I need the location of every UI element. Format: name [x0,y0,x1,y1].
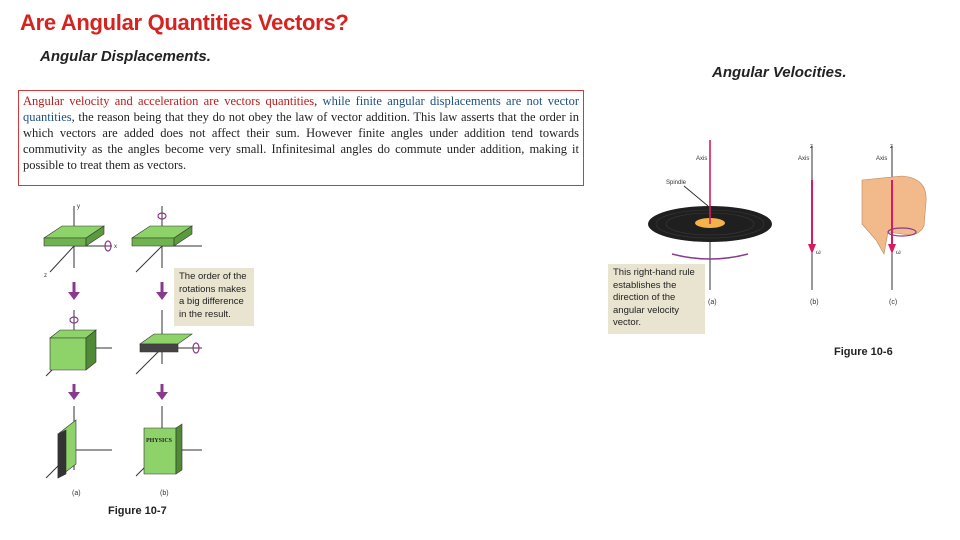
angular-displacements-heading: Angular Displacements. [40,48,211,65]
figure-10-6-caption: Figure 10-6 [834,346,893,358]
spindle-label: Spindle [666,180,687,186]
panel-a-step3 [46,406,112,497]
panel-a-step1 [44,204,117,279]
down-arrow-icon [156,392,168,400]
omega-label-c: ω [896,250,901,256]
book-title-label: PHYSICS [146,438,173,444]
right-hand-icon [862,176,926,254]
down-arrow-icon [68,392,80,400]
down-arrow-icon [156,292,168,300]
axis-x-label: x [114,244,117,250]
down-arrow-icon [68,292,80,300]
z-label-c: z [890,144,893,150]
axis-z-label: z [44,273,47,279]
panel-b-step1 [132,206,202,272]
text-comma: , [314,94,323,108]
panel-a-label: (a) [72,490,81,497]
text-body: , the reason being that they do not obey the law of vector addition. This law asserts that the order in which vectors are added does not affect their sum. However finite angles under addition tend towards commutivity as the angles become very small. Infinitesimal angles do commute under addition, making it possible to treat them as vectors. [23,110,579,172]
panel-b-step3 [136,406,202,497]
axis-label-a: Axis [696,156,708,162]
page-title: Are Angular Quantities Vectors? [20,10,349,35]
figure-10-7-caption: Figure 10-7 [108,505,167,517]
right-hand-rule-note: This right-hand rule establishes the direction of the angular velocity vector. [608,264,705,334]
panel-a-label-fig6: (a) [708,299,717,306]
panel-c-label-fig6: (c) [889,299,898,306]
panel-b-label-fig6: (b) [810,299,819,306]
explanation-textbox [18,90,584,186]
axis-label-b: Axis [798,156,810,162]
panel-b-label: (b) [160,490,169,497]
omega-vector-arrow-icon [808,244,816,254]
axis-label-c: Axis [876,156,888,162]
panel-c-hand [862,144,926,306]
rotation-order-note: The order of the rotations makes a big difference in the result. [174,268,254,326]
z-label-b: z [810,144,813,150]
angular-velocities-heading: Angular Velocities. [712,64,847,81]
text-red-phrase: Angular velocity and acceleration are vectors quantities [23,94,315,108]
omega-label-b: ω [816,250,821,256]
panel-b-vector [798,144,821,306]
panel-a-step2 [46,310,112,376]
text-blue-phrase: while finite angular displacements are not vector quantities [23,94,579,124]
figure-10-7-diagram [36,198,226,498]
axis-y-label: y [77,204,80,210]
